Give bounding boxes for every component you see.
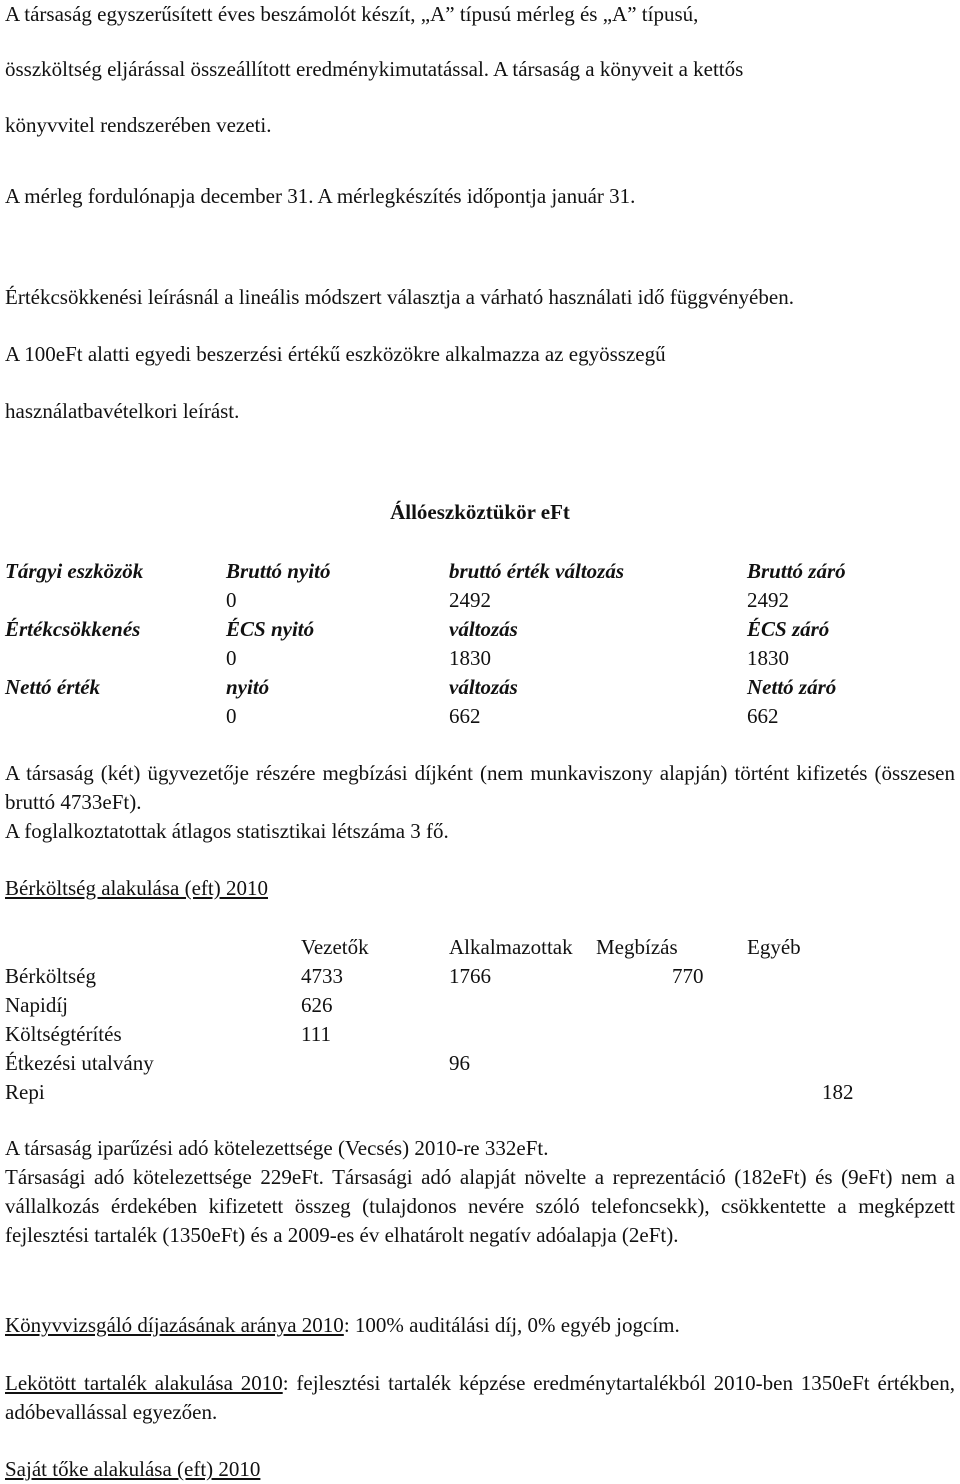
asset-table-cell: Nettó érték — [5, 675, 101, 699]
wage-row-label: Étkezési utalvány — [5, 1051, 154, 1075]
equity-heading: Saját tőke alakulása (eft) 2010 — [5, 1457, 261, 1481]
intro-line-1: A társaság egyszerűsített éves beszámolót készít, „A” típusú mérleg és „A” típusú, — [5, 2, 699, 26]
wage-cell: 770 — [672, 964, 704, 988]
auditor-paragraph — [5, 1311, 680, 1339]
asset-table-cell: 0 — [226, 588, 237, 612]
para-managers: A társaság (két) ügyvezetője részére megbízási díjként (nem munkaviszony alapján) történt kifizetés (összesen bruttó 4733eFt). — [5, 761, 955, 814]
wage-cell: 111 — [301, 1022, 331, 1046]
asset-table-cell: 2492 — [449, 588, 491, 612]
wage-cell: 96 — [449, 1051, 470, 1075]
wage-col-header: Alkalmazottak — [449, 935, 573, 959]
wage-col-header: Vezetők — [301, 935, 369, 959]
wage-row-label: Repi — [5, 1080, 45, 1104]
reserve-text: : fejlesztési tartalék képzése eredménytartalékból 2010-ben 1350eFt értékben, adóbevallással egyezően. — [5, 1371, 955, 1424]
asset-table-cell: 0 — [226, 646, 237, 670]
asset-table-cell: Nettó záró — [747, 675, 837, 699]
wage-cell: 182 — [822, 1080, 854, 1104]
wage-cell: 626 — [301, 993, 333, 1017]
asset-table-cell: Bruttó nyitó — [226, 559, 331, 583]
asset-table-cell: változás — [449, 675, 518, 699]
asset-table-cell: ÉCS záró — [747, 617, 830, 641]
asset-table-cell: Értékcsökkenés — [5, 617, 141, 641]
asset-table-cell: 662 — [449, 704, 481, 728]
wage-row-label: Bérköltség — [5, 964, 96, 988]
asset-table-title: Állóeszköztükör eFt — [390, 500, 570, 524]
asset-table-cell: bruttó érték változás — [449, 559, 625, 583]
asset-table-cell: 662 — [747, 704, 779, 728]
asset-table-cell: Tárgyi eszközök — [5, 559, 144, 583]
asset-table-cell: változás — [449, 617, 518, 641]
para-local-tax: A társaság iparűzési adó kötelezettsége (Vecsés) 2010-re 332eFt. — [5, 1136, 549, 1160]
asset-table-cell: 1830 — [449, 646, 491, 670]
wage-row-label: Napidíj — [5, 993, 68, 1017]
wage-cell: 1766 — [449, 964, 491, 988]
intro-line-7: használatbavételkori leírást. — [5, 399, 240, 423]
para-staff: A foglalkoztatottak átlagos statisztikai létszáma 3 fő. — [5, 819, 449, 843]
wage-col-header: Egyéb — [747, 935, 801, 959]
auditor-text: : 100% auditálási díj, 0% egyéb jogcím. — [343, 1313, 680, 1337]
wage-table-heading: Bérköltség alakulása (eft) 2010 — [5, 876, 268, 900]
wage-row-label: Költségtérítés — [5, 1022, 122, 1046]
asset-table-cell: ÉCS nyitó — [226, 617, 315, 641]
asset-table-cell: 2492 — [747, 588, 789, 612]
wage-col-header: Megbízás — [596, 935, 678, 959]
asset-table-cell: 0 — [226, 704, 237, 728]
intro-line-3: könyvvitel rendszerében vezeti. — [5, 113, 272, 137]
intro-line-2: összköltség eljárással összeállított eredménykimutatással. A társaság a könyveit a kettős — [5, 57, 744, 81]
intro-line-5: Értékcsökkenési leírásnál a lineális módszert választja a várható használati idő függvényében. — [5, 285, 794, 309]
reserve-label: Lekötött tartalék alakulása 2010 — [5, 1371, 283, 1395]
auditor-label: Könyvvizsgáló díjazásának aránya 2010 — [5, 1313, 344, 1337]
asset-table-cell: nyitó — [226, 675, 270, 699]
reserve-paragraph — [5, 1369, 955, 1427]
asset-table-cell: 1830 — [747, 646, 789, 670]
para-corp-tax: Társasági adó kötelezettsége 229eFt. Társasági adó alapját növelte a reprezentáció (182eFt) és (9eFt) nem a vállalkozás érdekében kifizetett összeg (tulajdonos nevére szóló telefoncsekk), csökkentette a megképzett fejlesztési tartalék (1350eFt) és a 2009-es év elhatárolt negatív adóalapja (2eFt). — [5, 1165, 955, 1247]
wage-cell: 4733 — [301, 964, 343, 988]
intro-line-4: A mérleg fordulónapja december 31. A mérlegkészítés időpontja január 31. — [5, 184, 636, 208]
intro-line-6: A 100eFt alatti egyedi beszerzési értékű eszközökre alkalmazza az egyösszegű — [5, 342, 666, 366]
asset-table-cell: Bruttó záró — [747, 559, 846, 583]
